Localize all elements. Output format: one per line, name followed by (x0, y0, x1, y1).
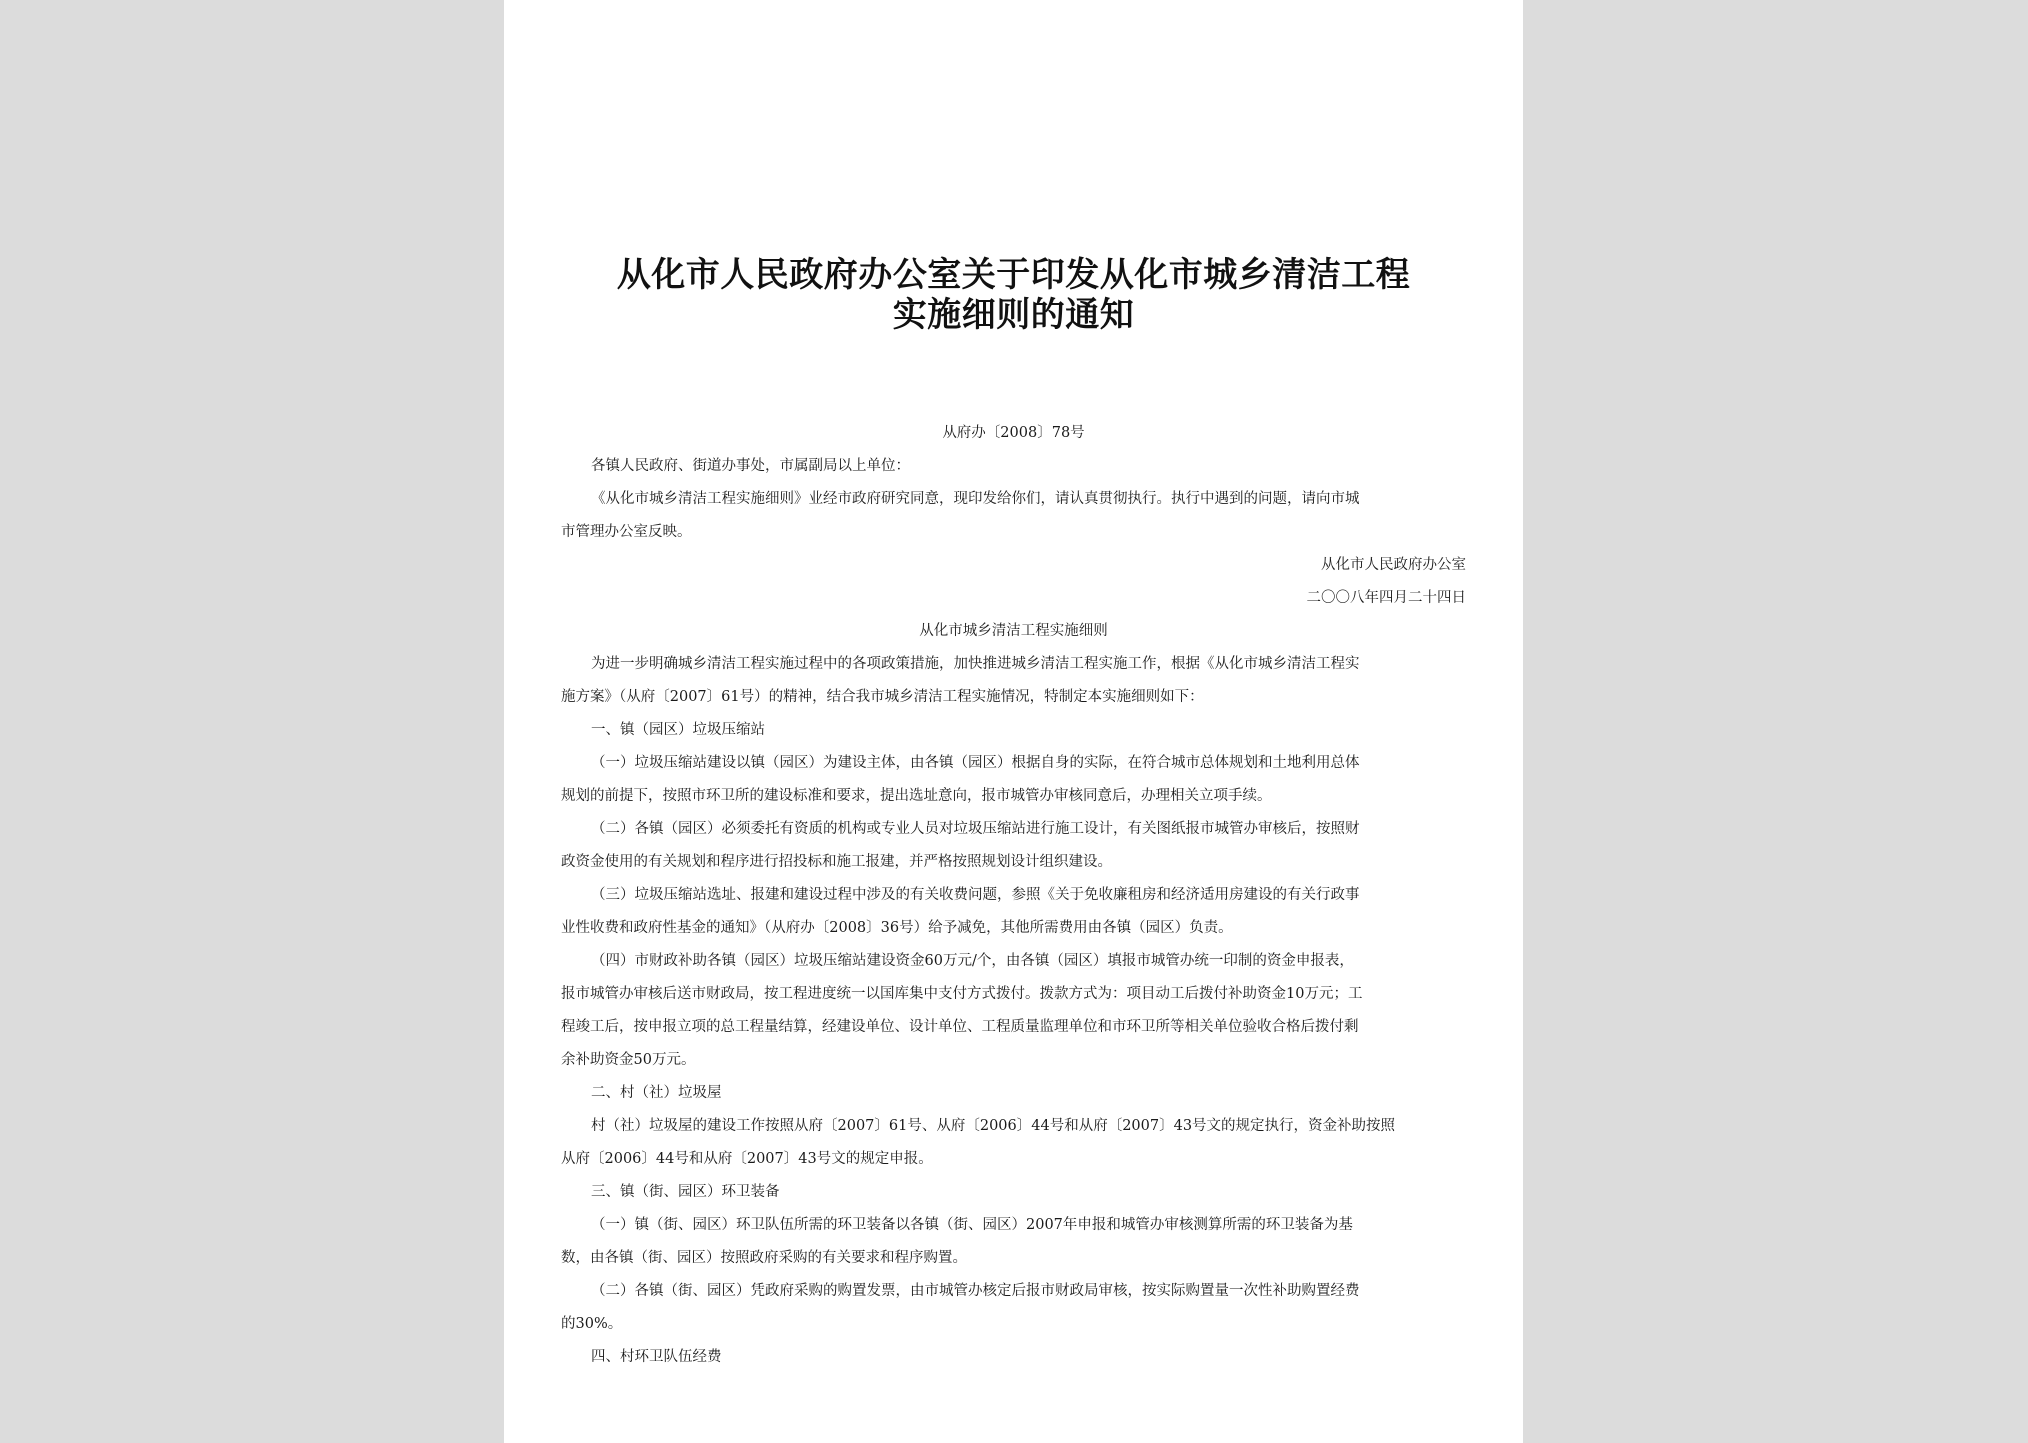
paragraph-line: 政资金使用的有关规划和程序进行招投标和施工报建，并严格按照规划设计组织建设。 (561, 854, 1112, 870)
doc-number: 从府办〔2008〕78号 (942, 425, 1085, 441)
heading-line: 二、村（社）垃圾屋 (591, 1085, 722, 1101)
paragraph-line: 规划的前提下，按照市环卫所的建设标准和要求，提出选址意向，报市城管办审核同意后，办理相关立项手续。 (561, 788, 1272, 804)
heading-line: 四、村环卫队伍经费 (591, 1349, 722, 1365)
paragraph-line: 施方案》（从府〔2007〕61号）的精神，结合我市城乡清洁工程实施情况，特制定本实施细则如下： (561, 689, 1204, 705)
paragraph-line: 市管理办公室反映。 (561, 524, 692, 540)
paragraph-line: 为进一步明确城乡清洁工程实施过程中的各项政策措施，加快推进城乡清洁工程实施工作，根据《从化市城乡清洁工程实 (591, 656, 1360, 672)
paragraph-line: 的30%。 (561, 1316, 623, 1332)
paragraph-line: （四）市财政补助各镇（园区）垃圾压缩站建设资金60万元/个，由各镇（园区）填报市城管办统一印制的资金申报表， (591, 953, 1354, 969)
document-body (561, 417, 1466, 1374)
paragraph-line: 报市城管办审核后送市财政局，按工程进度统一以国库集中支付方式拨付。拨款方式为：项目动工后拨付补助资金10万元；工 (561, 986, 1363, 1002)
paragraph-line: （二）各镇（街、园区）凭政府采购的购置发票，由市城管办核定后报市财政局审核，按实际购置量一次性补助购置经费 (591, 1283, 1360, 1299)
heading-line: 一、镇（园区）垃圾压缩站 (591, 722, 765, 738)
paragraph-line: 余补助资金50万元。 (561, 1052, 696, 1068)
paragraph-line: （一）垃圾压缩站建设以镇（园区）为建设主体，由各镇（园区）根据自身的实际，在符合城市总体规划和土地利用总体 (591, 755, 1360, 771)
addressee: 各镇人民政府、街道办事处，市属副局以上单位： (591, 458, 910, 474)
paragraph-line: （一）镇（街、园区）环卫队伍所需的环卫装备以各镇（街、园区）2007年申报和城管办审核测算所需的环卫装备为基 (591, 1217, 1353, 1233)
title-line-1: 从化市人民政府办公室关于印发从化市城乡清洁工程 (616, 255, 1411, 295)
paragraph-line: 业性收费和政府性基金的通知》（从府办〔2008〕36号）给予减免，其他所需费用由各镇（园区）负责。 (561, 920, 1233, 936)
document-page (504, 0, 1523, 1443)
issuer-signature: 从化市人民政府办公室 (1321, 557, 1466, 573)
paragraph-line: 程竣工后，按申报立项的总工程量结算，经建设单位、设计单位、工程质量监理单位和市环卫所等相关单位验收合格后拨付剩 (561, 1019, 1359, 1035)
heading-line: 三、镇（街、园区）环卫装备 (591, 1184, 780, 1200)
issue-date: 二〇〇八年四月二十四日 (1306, 590, 1466, 606)
document-title (504, 255, 1523, 335)
paragraph-line: （二）各镇（园区）必须委托有资质的机构或专业人员对垃圾压缩站进行施工设计，有关图纸报市城管办审核后，按照财 (591, 821, 1360, 837)
paragraph-line: 数，由各镇（街、园区）按照政府采购的有关要求和程序购置。 (561, 1250, 967, 1266)
paragraph-line: 《从化市城乡清洁工程实施细则》业经市政府研究同意，现印发给你们，请认真贯彻执行。执行中遇到的问题，请向市城 (591, 491, 1360, 507)
paragraph-line: 村（社）垃圾屋的建设工作按照从府〔2007〕61号、从府〔2006〕44号和从府〔2007〕43号文的规定执行，资金补助按照 (591, 1118, 1396, 1134)
title-line-2: 实施细则的通知 (892, 295, 1135, 335)
paragraph-line: 从府〔2006〕44号和从府〔2007〕43号文的规定申报。 (561, 1151, 933, 1167)
paragraph-line: （三）垃圾压缩站选址、报建和建设过程中涉及的有关收费问题，参照《关于免收廉租房和经济适用房建设的有关行政事 (591, 887, 1360, 903)
section-title: 从化市城乡清洁工程实施细则 (919, 623, 1108, 639)
